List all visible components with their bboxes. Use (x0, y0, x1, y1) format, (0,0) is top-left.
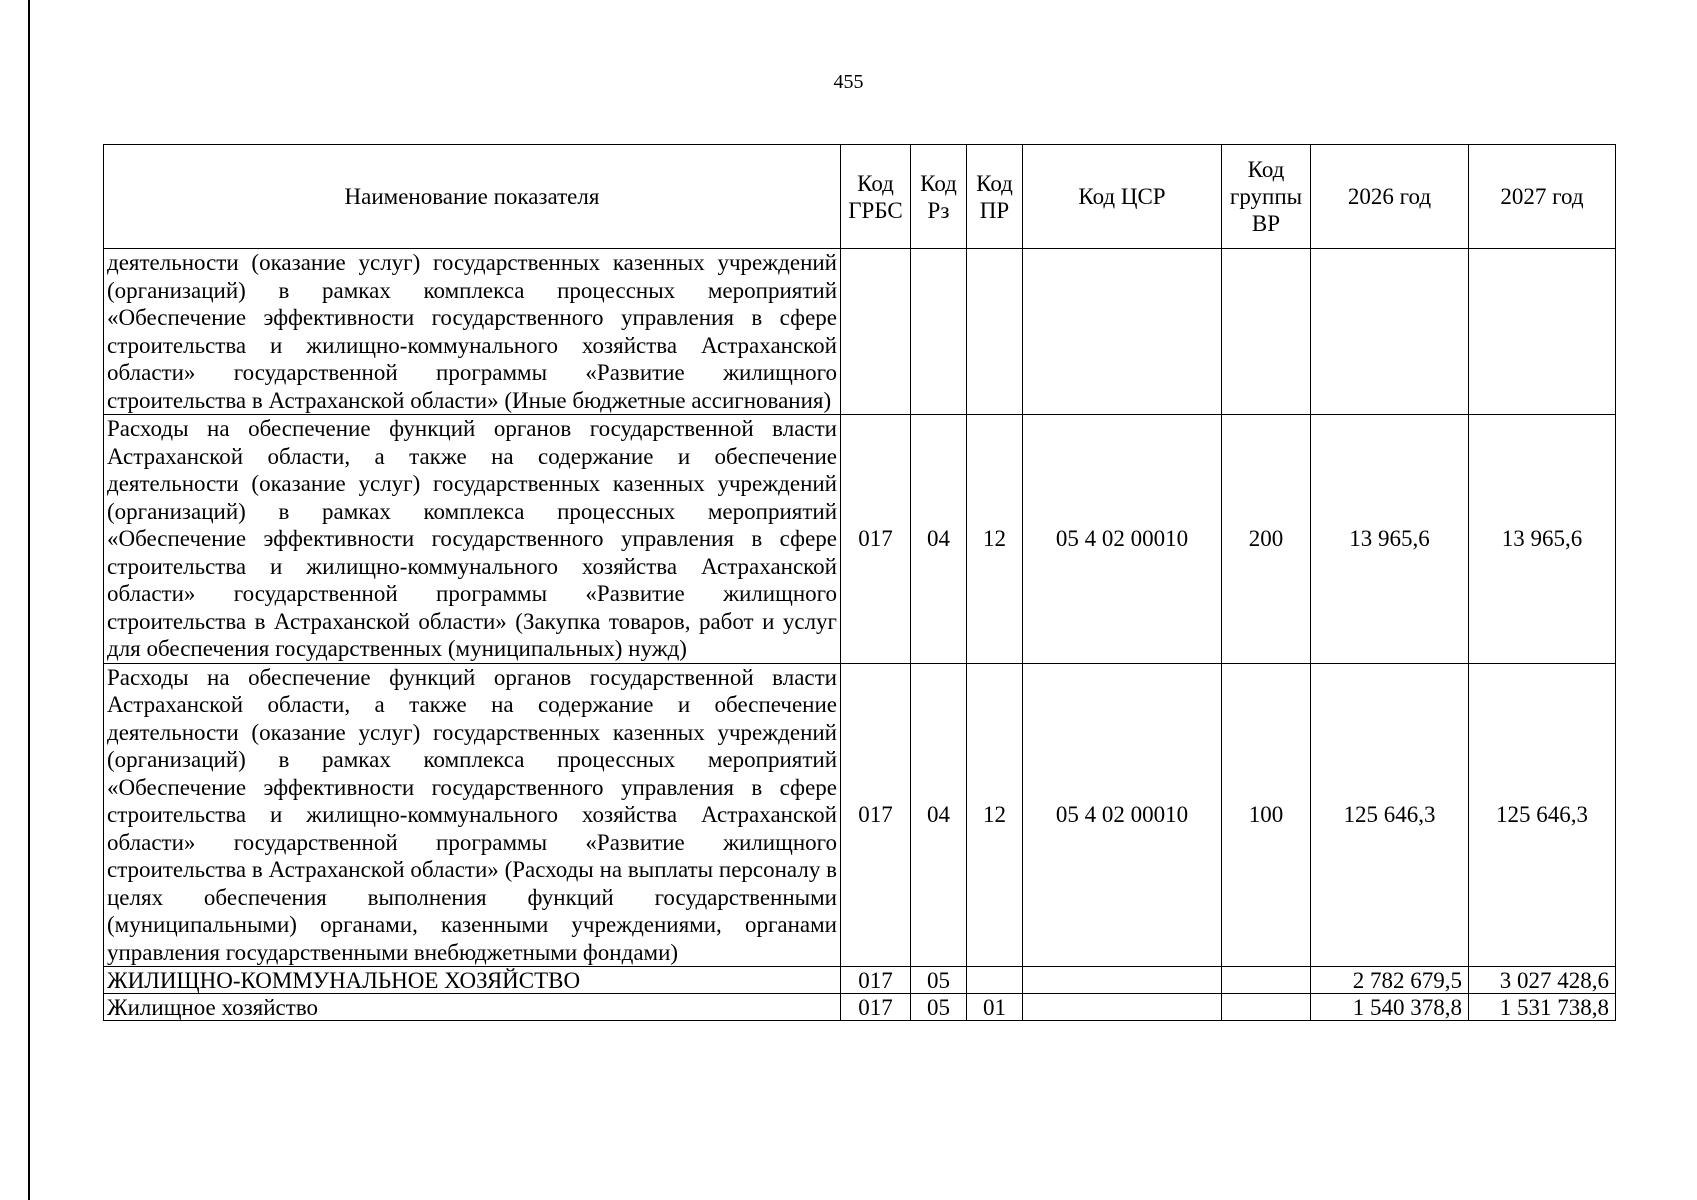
page-number: 455 (833, 71, 864, 93)
header-2026: 2026 год (1311, 145, 1469, 249)
row-2027 (1469, 249, 1616, 415)
budget-table (103, 144, 1616, 1021)
row-grbs: 017 (841, 663, 911, 967)
row-csr: 05 4 02 00010 (1023, 663, 1222, 967)
row-2026 (1311, 249, 1469, 415)
row-2027: 3 027 428,6 (1469, 967, 1616, 994)
header-2027: 2027 год (1469, 145, 1616, 249)
header-vr: Код группы ВР (1222, 145, 1311, 249)
row-name: Жилищное хозяйство (104, 994, 841, 1021)
row-2027: 1 531 738,8 (1469, 994, 1616, 1021)
row-name: ЖИЛИЩНО-КОММУНАЛЬНОЕ ХОЗЯЙСТВО (104, 967, 841, 994)
row-grbs: 017 (841, 415, 911, 664)
row-rz: 04 (911, 663, 967, 967)
row-pr: 12 (967, 415, 1023, 664)
header-rz: Код Рз (911, 145, 967, 249)
row-vr (1222, 249, 1311, 415)
header-grbs: Код ГРБС (841, 145, 911, 249)
row-2027: 125 646,3 (1469, 663, 1616, 967)
table-row (104, 663, 1616, 967)
row-vr (1222, 967, 1311, 994)
header-csr: Код ЦСР (1023, 145, 1222, 249)
row-pr: 01 (967, 994, 1023, 1021)
row-name: деятельности (оказание услуг) государственных казенных учреждений (организаций) в рамках комплекса процессных мероприятий «Обеспечение эффективности государственного управления в сфере строительства и жилищно-коммунального хозяйства Астраханской области» государственной программы «Развитие жилищного строительства в Астраханской области» (Иные бюджетные ассигнования) (104, 249, 841, 415)
row-csr (1023, 249, 1222, 415)
table-row (104, 249, 1616, 415)
row-name: Расходы на обеспечение функций органов государственной власти Астраханской области, а также на содержание и обеспечение деятельности (оказание услуг) государственных казенных учреждений (организаций) в рамках комплекса процессных мероприятий «Обеспечение эффективности государственного управления в сфере строительства и жилищно-коммунального хозяйства Астраханской области» государственной программы «Развитие жилищного строительства в Астраханской области» (Закупка товаров, работ и услуг для обеспечения государственных (муниципальных) нужд) (104, 415, 841, 664)
row-2027: 13 965,6 (1469, 415, 1616, 664)
row-csr (1023, 967, 1222, 994)
row-grbs: 017 (841, 994, 911, 1021)
row-vr (1222, 994, 1311, 1021)
row-vr: 100 (1222, 663, 1311, 967)
row-rz: 04 (911, 415, 967, 664)
row-grbs: 017 (841, 967, 911, 994)
table-row (104, 994, 1616, 1021)
row-rz (911, 249, 967, 415)
row-vr: 200 (1222, 415, 1311, 664)
table-row (104, 967, 1616, 994)
table-row (104, 415, 1616, 664)
row-2026: 13 965,6 (1311, 415, 1469, 664)
row-rz: 05 (911, 967, 967, 994)
row-2026: 125 646,3 (1311, 663, 1469, 967)
row-2026: 2 782 679,5 (1311, 967, 1469, 994)
row-pr: 12 (967, 663, 1023, 967)
row-name: Расходы на обеспечение функций органов государственной власти Астраханской области, а также на содержание и обеспечение деятельности (оказание услуг) государственных казенных учреждений (организаций) в рамках комплекса процессных мероприятий «Обеспечение эффективности государственного управления в сфере строительства и жилищно-коммунального хозяйства Астраханской области» государственной программы «Развитие жилищного строительства в Астраханской области» (Расходы на выплаты персоналу в целях обеспечения выполнения функций государственными (муниципальными) органами, казенными учреждениями, органами управления государственными внебюджетными фондами) (104, 663, 841, 967)
row-csr (1023, 994, 1222, 1021)
row-2026: 1 540 378,8 (1311, 994, 1469, 1021)
row-pr (967, 249, 1023, 415)
row-pr (967, 967, 1023, 994)
page-left-border-line (28, 0, 30, 1200)
header-name: Наименование показателя (104, 145, 841, 249)
header-pr: Код ПР (967, 145, 1023, 249)
table-header-row (104, 145, 1616, 249)
row-csr: 05 4 02 00010 (1023, 415, 1222, 664)
row-rz: 05 (911, 994, 967, 1021)
row-grbs (841, 249, 911, 415)
